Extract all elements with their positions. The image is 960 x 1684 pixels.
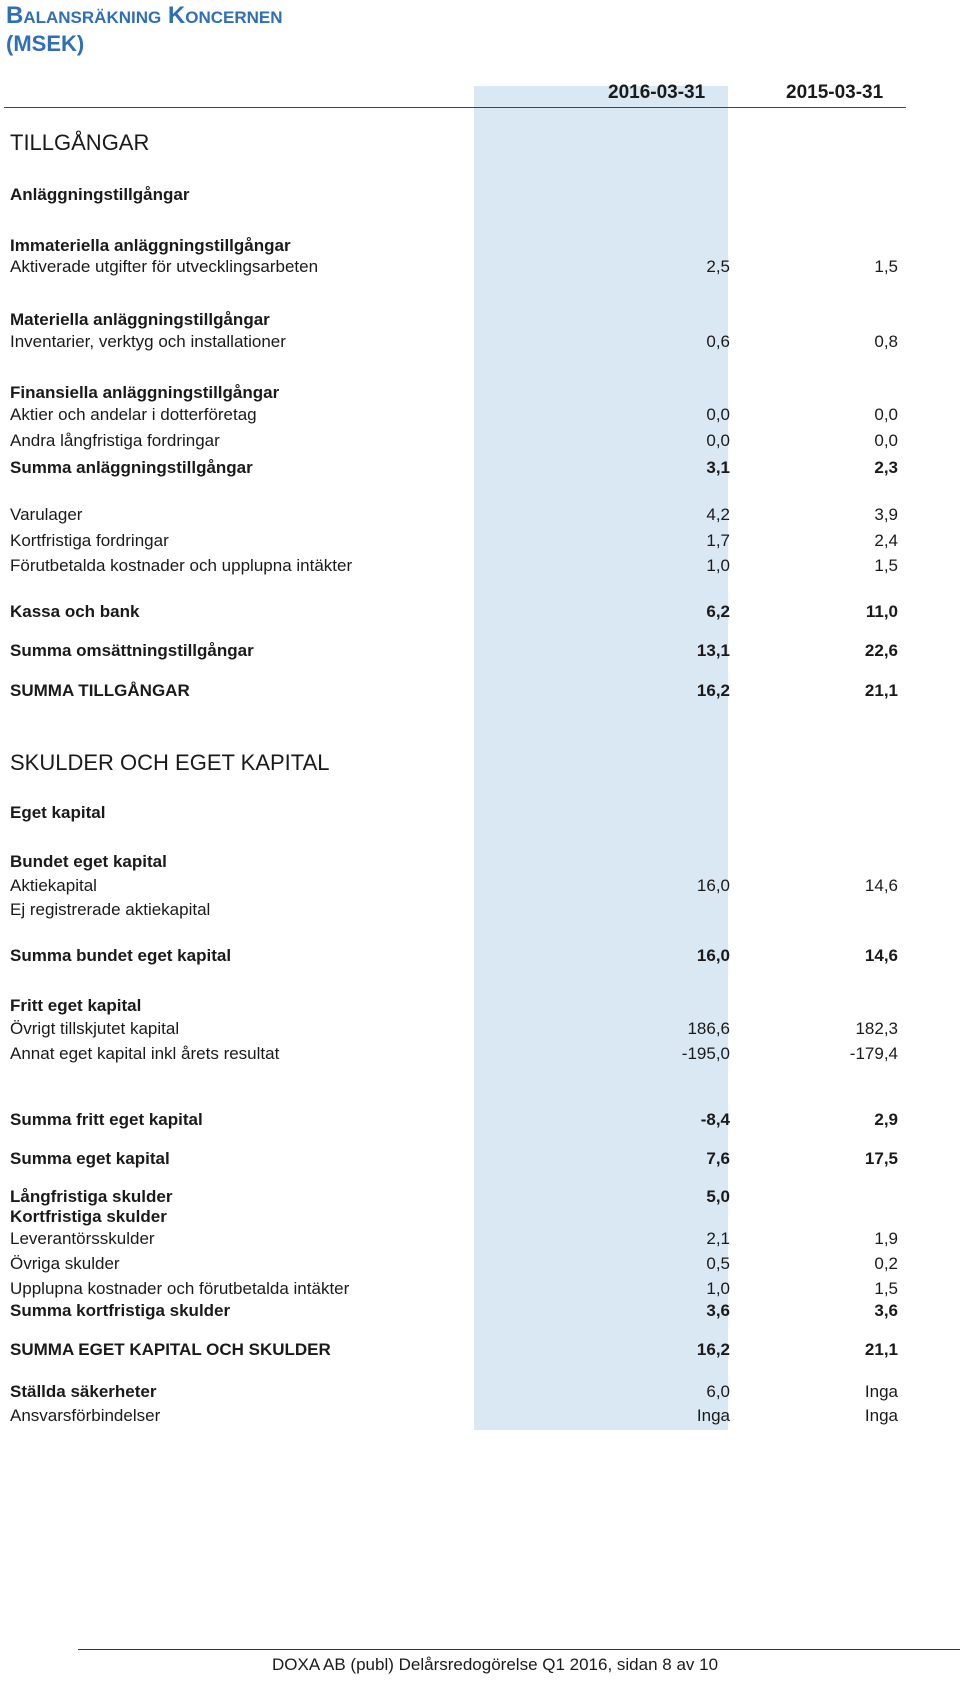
table-row (10, 900, 898, 922)
row-label: Finansiella anläggningstillgångar (10, 383, 280, 402)
row-label: Förutbetalda kostnader och upplupna intäkter (10, 556, 353, 575)
table-row (10, 996, 898, 1018)
value-2015: 14,6 (864, 876, 898, 895)
row-label: Kassa och bank (10, 602, 140, 621)
table-row (10, 1044, 898, 1066)
table-row (10, 681, 898, 703)
row-label: Varulager (10, 505, 83, 524)
row-label: Summa fritt eget kapital (10, 1110, 203, 1129)
row-label: Övrigt tillskjutet kapital (10, 1019, 180, 1038)
value-2015: 22,6 (864, 641, 898, 660)
table-row (10, 556, 898, 578)
row-label: Summa anläggningstillgångar (10, 458, 253, 477)
table-row (10, 1279, 898, 1301)
row-label: Summa eget kapital (10, 1149, 170, 1168)
value-2015: 3,6 (874, 1301, 898, 1320)
value-2015: 1,5 (874, 556, 898, 575)
row-label: SUMMA TILLGÅNGAR (10, 681, 190, 700)
row-label: Bundet eget kapital (10, 852, 167, 871)
row-label: Aktier och andelar i dotterföretag (10, 405, 257, 424)
table-row (10, 750, 898, 775)
value-2015: 1,9 (874, 1229, 898, 1248)
row-label: Kortfristiga fordringar (10, 531, 169, 550)
value-2015: Inga (864, 1382, 898, 1401)
table-row (10, 876, 898, 898)
column-header-2016: 2016-03-31 (608, 82, 706, 103)
value-2015: 0,2 (874, 1254, 898, 1273)
row-label: Inventarier, verktyg och installationer (10, 332, 286, 351)
table-row (10, 405, 898, 427)
value-2016: 2,5 (706, 257, 730, 276)
table-row (10, 1187, 898, 1209)
row-label: Ställda säkerheter (10, 1382, 157, 1401)
row-label: Andra långfristiga fordringar (10, 431, 220, 450)
value-2015: 0,0 (874, 431, 898, 450)
header-rule (4, 107, 906, 108)
row-label: Fritt eget kapital (10, 996, 142, 1015)
table-row (10, 1207, 898, 1229)
value-2016: 7,6 (706, 1149, 730, 1168)
row-label: TILLGÅNGAR (10, 130, 150, 155)
row-label: Aktiekapital (10, 876, 97, 895)
value-2016: 16,0 (696, 946, 730, 965)
page-title (6, 2, 283, 58)
table-row (10, 641, 898, 663)
page-footer: DOXA AB (publ) Delårsredogörelse Q1 2016, sidan 8 av 10 (272, 1655, 719, 1674)
table-row (10, 946, 898, 968)
value-2016: 1,7 (706, 531, 730, 550)
table-row (10, 505, 898, 527)
row-label: SUMMA EGET KAPITAL OCH SKULDER (10, 1340, 331, 1359)
row-label: Leverantörsskulder (10, 1229, 155, 1248)
row-label: Upplupna kostnader och förutbetalda intäkter (10, 1279, 350, 1298)
table-row (10, 1110, 898, 1132)
table-row (10, 458, 898, 480)
value-2016: 0,5 (706, 1254, 730, 1273)
row-label: Övriga skulder (10, 1254, 120, 1273)
table-row (10, 310, 898, 332)
value-2015: 21,1 (864, 1340, 898, 1359)
value-2015: 1,5 (874, 1279, 898, 1298)
value-2015: 0,8 (874, 332, 898, 351)
row-label: Annat eget kapital inkl årets resultat (10, 1044, 280, 1063)
table-row (10, 1382, 898, 1404)
table-row (10, 1340, 898, 1362)
value-2015: -179,4 (849, 1044, 898, 1063)
value-2016: 13,1 (696, 641, 730, 660)
value-2015: Inga (864, 1406, 898, 1425)
value-2016: 0,0 (706, 431, 730, 450)
table-row (10, 1301, 898, 1323)
table-row (10, 1019, 898, 1041)
row-label: Anläggningstillgångar (10, 185, 190, 204)
value-2016: 6,0 (706, 1382, 730, 1401)
table-row (10, 852, 898, 874)
value-2016: 16,0 (696, 876, 730, 895)
value-2015: 2,9 (874, 1110, 898, 1129)
value-2016: 0,0 (706, 405, 730, 424)
table-row (10, 332, 898, 354)
value-2015: 2,4 (874, 531, 898, 550)
value-2016: -195,0 (681, 1044, 730, 1063)
value-2016: 3,6 (706, 1301, 730, 1320)
title-line1: Balansräkning Koncernen (6, 2, 283, 29)
table-row (10, 431, 898, 453)
value-2016: 6,2 (706, 602, 730, 621)
value-2015: 3,9 (874, 505, 898, 524)
table-row (10, 236, 898, 258)
value-2015: 182,3 (855, 1019, 898, 1038)
row-label: Materiella anläggningstillgångar (10, 310, 270, 329)
row-label: Ej registrerade aktiekapital (10, 900, 211, 919)
row-label: Summa omsättningstillgångar (10, 641, 254, 660)
row-label: Ansvarsförbindelser (10, 1406, 161, 1425)
table-row (10, 602, 898, 624)
value-2016: 1,0 (706, 1279, 730, 1298)
value-2016: 4,2 (706, 505, 730, 524)
row-label: Immateriella anläggningstillgångar (10, 236, 291, 255)
title-line2: (MSEK) (6, 31, 85, 56)
table-row (10, 130, 898, 155)
table-row (10, 1149, 898, 1171)
table-row (10, 1229, 898, 1251)
value-2015: 17,5 (864, 1149, 898, 1168)
value-2016: 16,2 (696, 681, 730, 700)
row-label: Aktiverade utgifter för utvecklingsarbeten (10, 257, 319, 276)
value-2016: 16,2 (696, 1340, 730, 1359)
value-2015: 1,5 (874, 257, 898, 276)
value-2015: 0,0 (874, 405, 898, 424)
value-2016: -8,4 (700, 1110, 730, 1129)
value-2015: 11,0 (865, 602, 898, 621)
table-row (10, 1406, 898, 1428)
value-2016: 186,6 (687, 1019, 730, 1038)
column-header-2015: 2015-03-31 (786, 82, 884, 103)
table-row (10, 531, 898, 553)
value-2015: 21,1 (864, 681, 898, 700)
value-2016: 2,1 (706, 1229, 730, 1248)
table-row (10, 257, 898, 279)
row-label: SKULDER OCH EGET KAPITAL (10, 750, 330, 775)
table-row (10, 185, 898, 207)
value-2016: Inga (696, 1406, 730, 1425)
value-2016: 0,6 (706, 332, 730, 351)
table-row (10, 383, 898, 405)
value-2016: 1,0 (706, 556, 730, 575)
row-label: Långfristiga skulder (10, 1187, 173, 1206)
row-label: Summa kortfristiga skulder (10, 1301, 231, 1320)
row-label: Summa bundet eget kapital (10, 946, 232, 965)
value-2016: 5,0 (706, 1187, 730, 1206)
value-2016: 3,1 (706, 458, 730, 477)
value-2015: 2,3 (874, 458, 898, 477)
row-label: Kortfristiga skulder (10, 1207, 167, 1226)
footer-rule (78, 1649, 960, 1650)
table-row (10, 803, 898, 825)
table-row (10, 1254, 898, 1276)
row-label: Eget kapital (10, 803, 106, 822)
value-2015: 14,6 (864, 946, 898, 965)
